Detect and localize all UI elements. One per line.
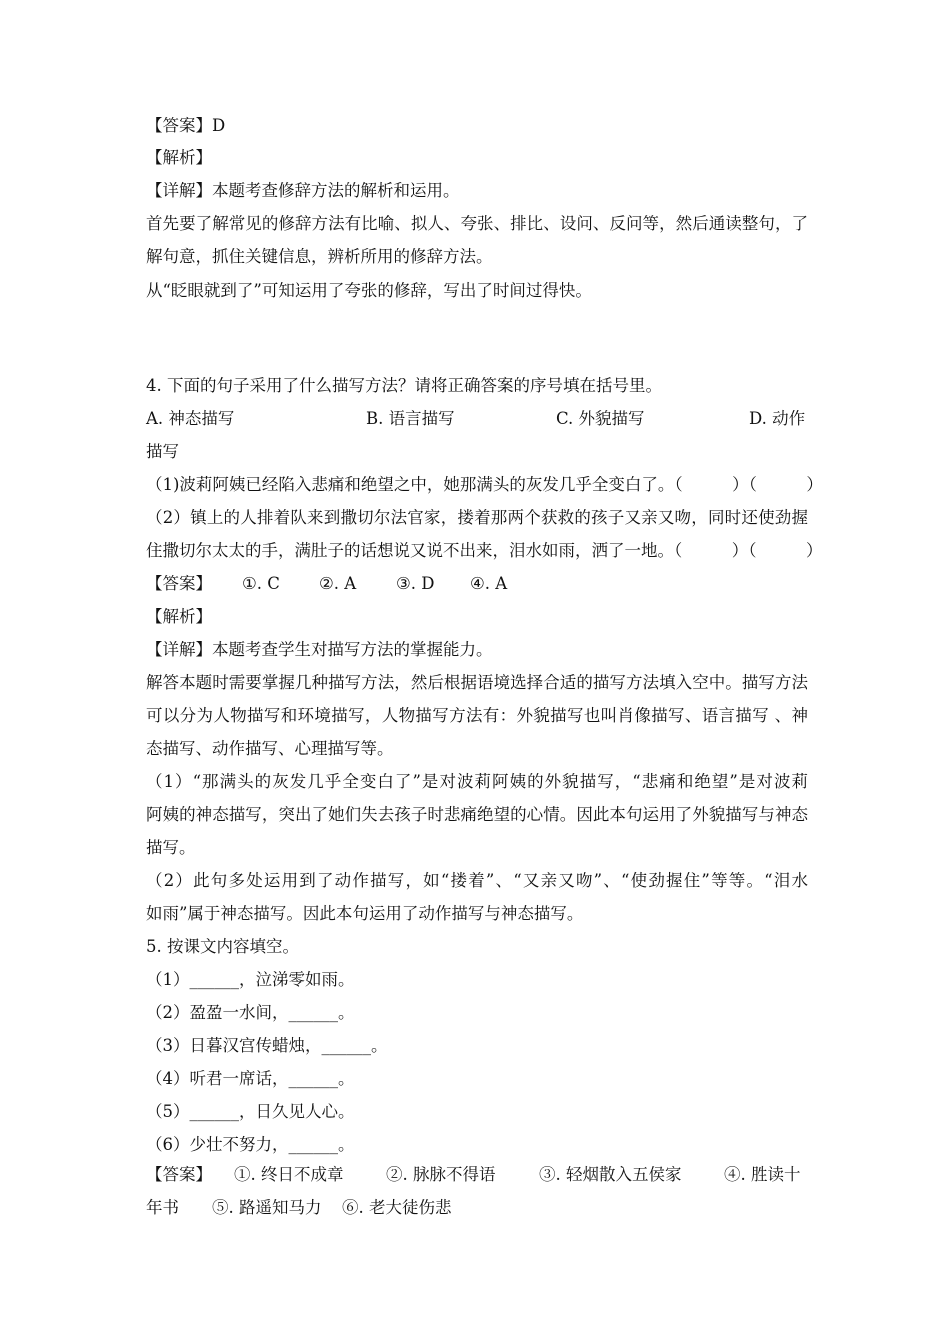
q4-explanation-line: 解答本题时需要掌握几种描写方法，然后根据语境选择合适的描写方法填入空中。描写方法 bbox=[146, 673, 808, 692]
q4-analysis-title: 【解析】 bbox=[146, 607, 212, 626]
q4-options bbox=[146, 407, 808, 431]
q5-answer-item: ⑥. 老大徒伤悲 bbox=[342, 1198, 452, 1217]
q4-answer-item: ③. D bbox=[396, 574, 435, 593]
q3-detail: 【详解】本题考查修辞方法的解析和运用。 bbox=[146, 181, 460, 200]
q5-stem: 5. 按课文内容填空。 bbox=[146, 937, 299, 956]
q5-answer-item: ①. 终日不成章 bbox=[234, 1165, 344, 1184]
q5-item: （2）盈盈一水间，______。 bbox=[146, 1003, 355, 1022]
q4-explanation-line: 可以分为人物描写和环境描写，人物描写方法有：外貌描写也叫肖像描写、语言描写 、神 bbox=[146, 706, 808, 725]
q5-answer-item: ②. 脉脉不得语 bbox=[386, 1165, 496, 1184]
q4-option-d: D. 动作 bbox=[749, 409, 806, 428]
q4-detail: 【详解】本题考查学生对描写方法的掌握能力。 bbox=[146, 640, 493, 659]
q5-answer-item: ④. 胜读十 bbox=[724, 1165, 801, 1184]
q4-sentence-2-line: （2）镇上的人排着队来到撒切尔法官家，搂着那两个获救的孩子又亲又吻，同时还使劲握 bbox=[146, 508, 808, 527]
q5-answer-label: 【答案】 bbox=[146, 1165, 212, 1184]
q4-answer-row bbox=[146, 572, 808, 596]
q4-answer-item: ④. A bbox=[470, 574, 508, 593]
q3-analysis-title: 【解析】 bbox=[146, 148, 212, 167]
q4-explanation-line: 阿姨的神态描写，突出了她们失去孩子时悲痛绝望的心情。因此本句运用了外貌描写与神态 bbox=[146, 805, 808, 824]
q4-sentence-1: （1)波莉阿姨已经陷入悲痛和绝望之中，她那满头的灰发几乎全变白了。（ ）（ ） bbox=[146, 475, 823, 494]
q3-explanation-line: 解句意，抓住关键信息，辨析所用的修辞方法。 bbox=[146, 247, 493, 266]
q4-sentence-2-line: 住撒切尔太太的手，满肚子的话想说又说不出来，泪水如雨，洒了一地。（ ）（ ） bbox=[146, 541, 823, 560]
q5-answer-item: ⑤. 路遥知马力 bbox=[212, 1198, 322, 1217]
q5-item: （3）日暮汉宫传蜡烛，______。 bbox=[146, 1036, 388, 1055]
q5-answer-row bbox=[146, 1163, 808, 1187]
q4-explanation-line: 描写。 bbox=[146, 838, 196, 857]
q5-item: （1）______，泣涕零如雨。 bbox=[146, 970, 355, 989]
q4-explanation-line: 态描写、动作描写、心理描写等。 bbox=[146, 739, 394, 758]
q4-explanation-line: （1）“那满头的灰发几乎全变白了”是对波莉阿姨的外貌描写，“悲痛和绝望”是对波莉 bbox=[146, 772, 808, 791]
q4-option-c: C. 外貌描写 bbox=[556, 409, 645, 428]
q3-explanation-line: 首先要了解常见的修辞方法有比喻、拟人、夸张、排比、设问、反问等，然后通读整句，了 bbox=[146, 214, 808, 233]
q5-item: （6）少壮不努力，______。 bbox=[146, 1135, 355, 1154]
q3-conclusion: 从“眨眼就到了”可知运用了夸张的修辞，写出了时间过得快。 bbox=[146, 281, 592, 300]
q4-explanation-line: （2）此句多处运用到了动作描写，如“搂着”、“又亲又吻”、“使劲握住”等等。“泪水 bbox=[146, 871, 808, 890]
q4-stem: 4. 下面的句子采用了什么描写方法？请将正确答案的序号填在括号里。 bbox=[146, 376, 662, 395]
q4-option-d-continued: 描写 bbox=[146, 442, 179, 461]
q5-item: （5）______，日久见人心。 bbox=[146, 1102, 355, 1121]
q4-option-b: B. 语言描写 bbox=[366, 409, 455, 428]
q4-answer-label: 【答案】 bbox=[146, 574, 212, 593]
q4-answer-item: ②. A bbox=[319, 574, 357, 593]
q5-answer-item: ③. 轻烟散入五侯家 bbox=[539, 1165, 682, 1184]
q3-answer: 【答案】D bbox=[146, 116, 226, 135]
q4-answer-item: ①. C bbox=[242, 574, 280, 593]
q5-answer-row-2 bbox=[146, 1196, 808, 1220]
q4-option-a: A. 神态描写 bbox=[146, 409, 235, 428]
q4-explanation-line: 如雨”属于神态描写。因此本句运用了动作描写与神态描写。 bbox=[146, 904, 584, 923]
q5-item: （4）听君一席话，______。 bbox=[146, 1069, 355, 1088]
q5-answer-continued: 年书 bbox=[146, 1198, 179, 1217]
